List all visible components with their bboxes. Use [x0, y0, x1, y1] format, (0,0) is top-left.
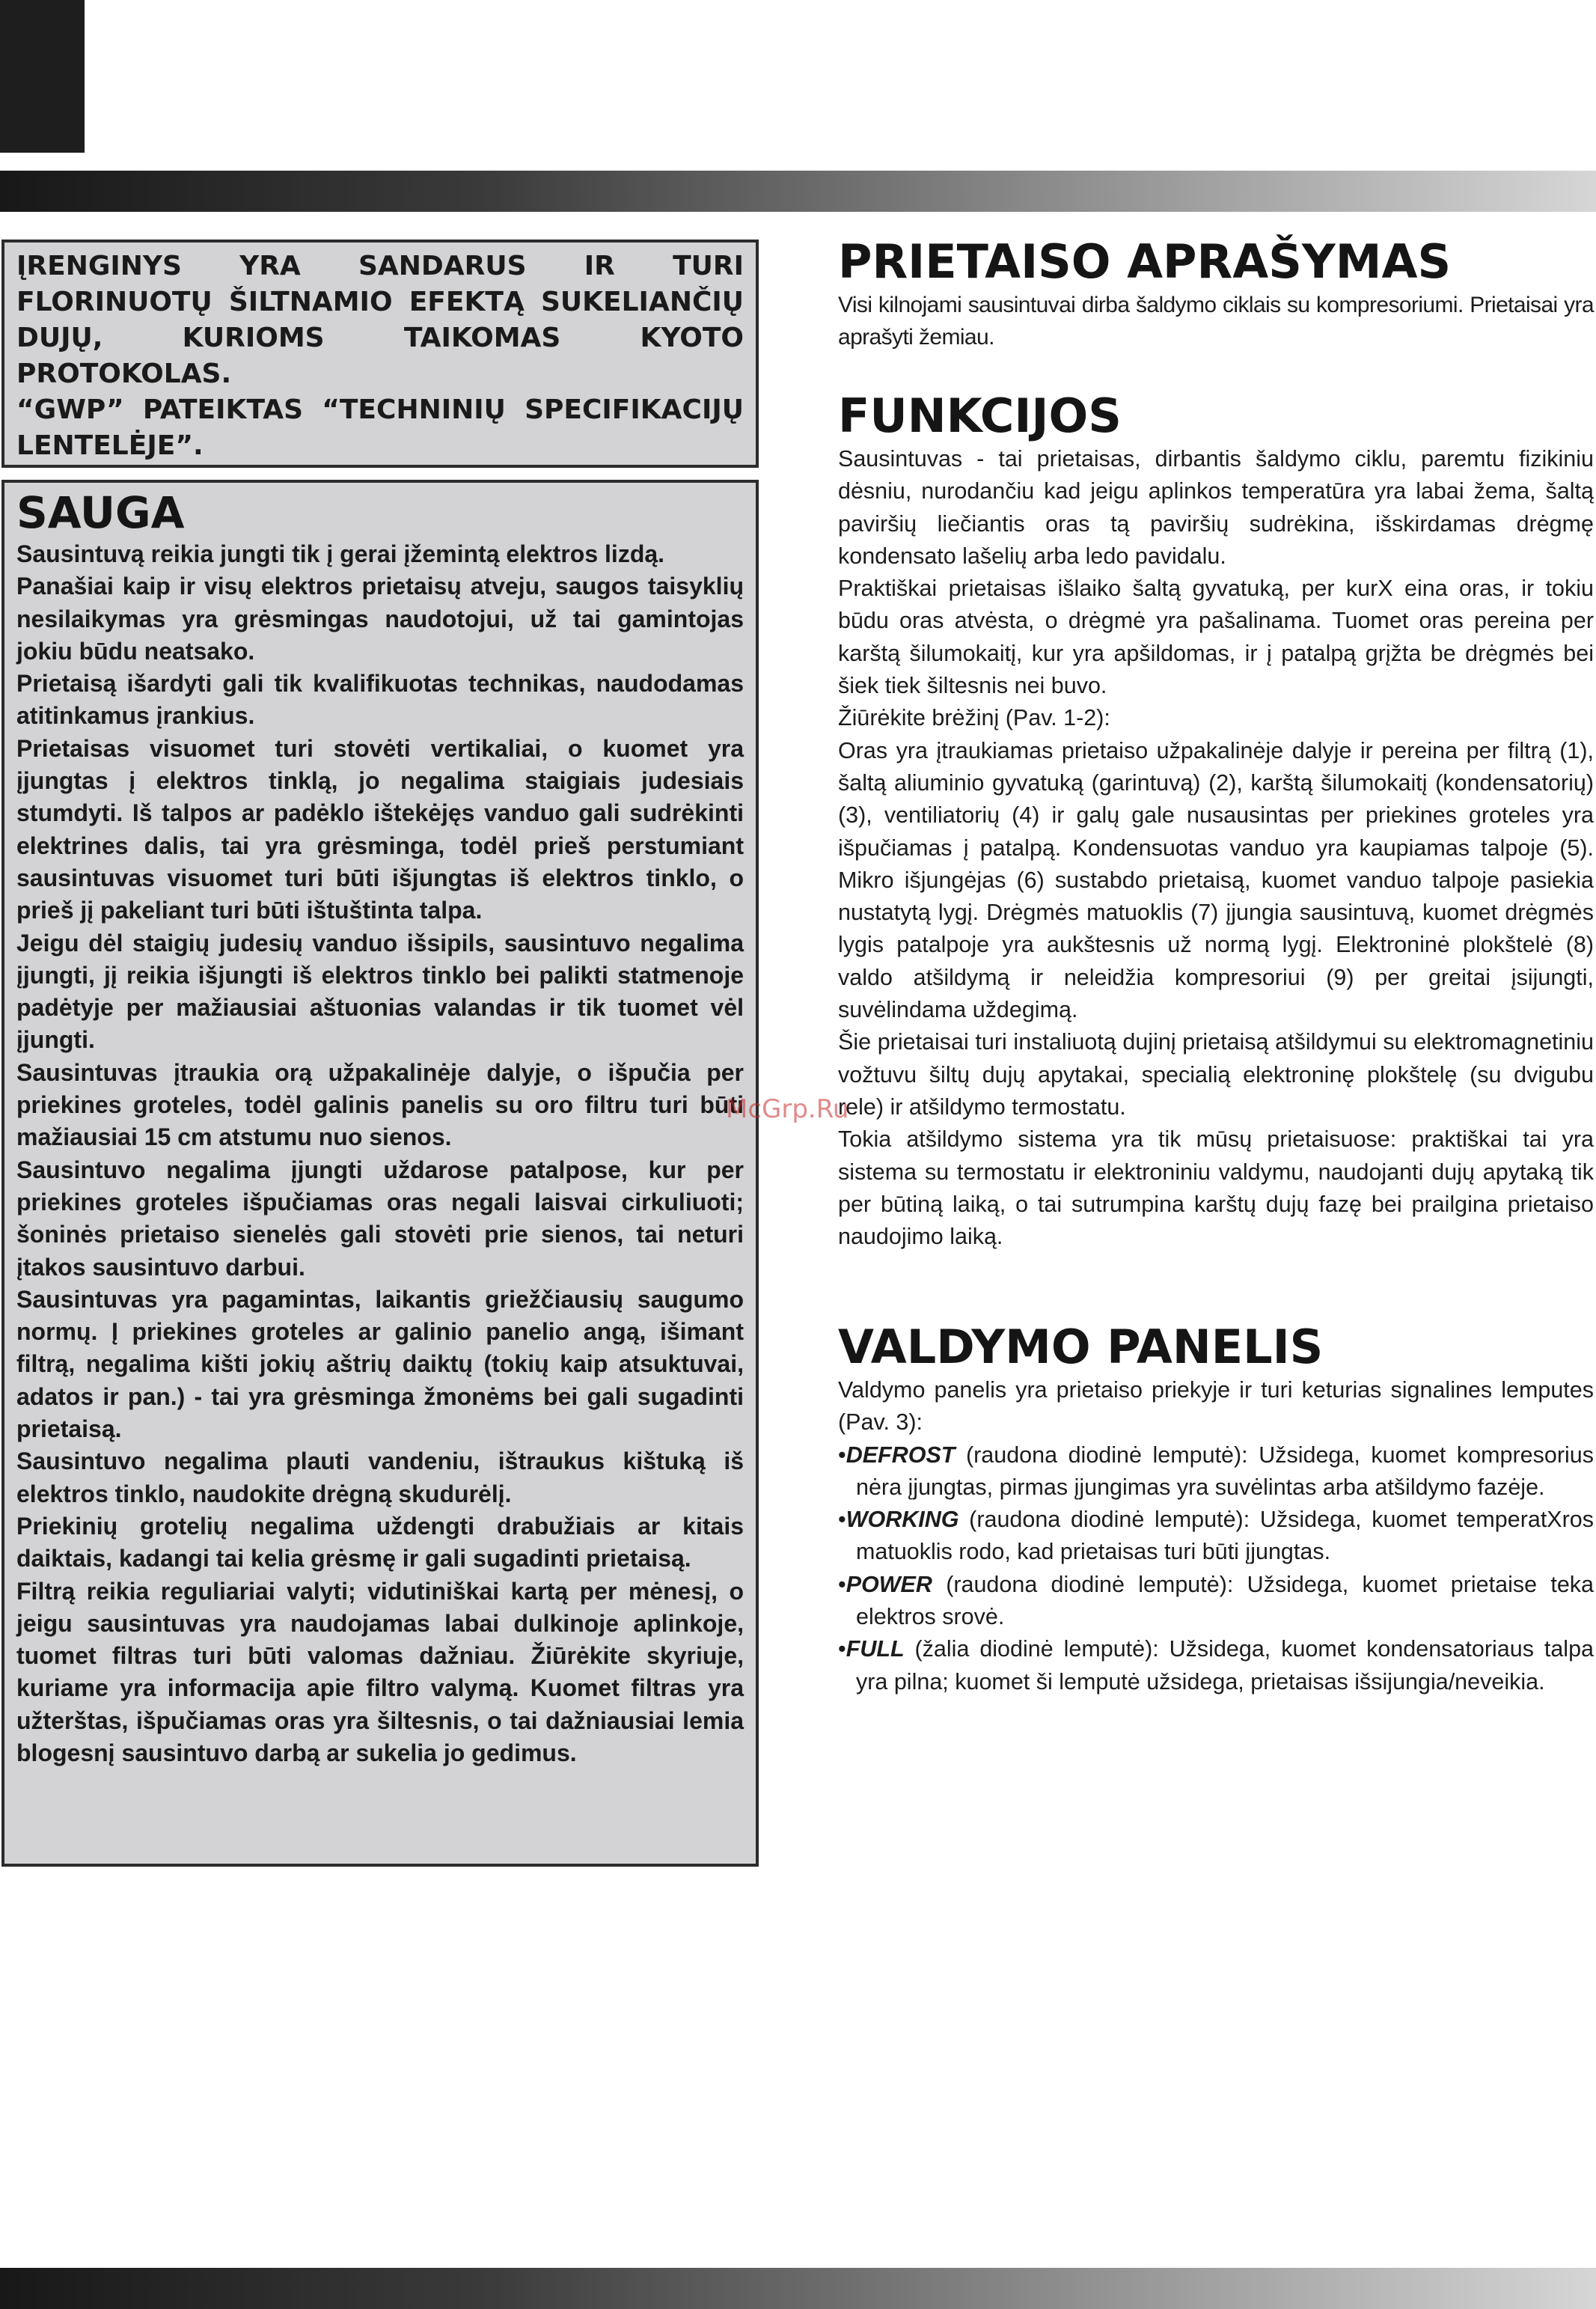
safety-paragraph: Sausintuvo negalima įjungti uždarose patalpose, kur per priekines groteles išpučiamas oras negali laisvai cirkuliuoti; šoninės prietaiso sienelės gali stovėti prie sienos, tai neturi įtakos sausintuvo darbui.	[16, 1156, 744, 1281]
indicator-name: DEFROST	[846, 1442, 956, 1468]
watermark: McGrp.Ru	[726, 1094, 849, 1124]
safety-title: SAUGA	[16, 487, 185, 538]
functions-paragraph: Praktiškai prietaisas išlaiko šaltą gyvatuką, per kurX eina oras, ir tokiu būdu oras atvėsta, o drėgmė yra pašalinama. Tuomet oras pereina per karštą šilumokaitį, kur yra apšildomas, ir į patalpą grįžta be drėgmės bei šiek tiek šiltesnis nei buvo.	[838, 576, 1594, 699]
description-section	[838, 234, 1594, 354]
indicator-working	[838, 1504, 1594, 1569]
safety-paragraph: Sausintuvas įtraukia orą užpakalinėje dalyje, o išpučia per priekines groteles, todėl galinis panelis su oro filtru turi būti mažiausiai 15 cm atstumu nuo sienos.	[16, 1058, 744, 1151]
safety-section	[1, 480, 759, 1867]
bullet: •	[838, 1571, 846, 1597]
safety-paragraph: Filtrą reikia reguliariai valyti; vidutiniškai kartą per mėnesį, o jeigu sausintuvas yra naudojamas labai dulkinoje aplinkoje, tuomet filtras turi būti valomas dažniau. Žiūrėkite skyriuje, kuriame yra informacija apie filtro valymą. Kuomet filtras yra užterštas, išpučiamas oras yra šiltesnis, o tai dažniausiai lemia blogesnį sausintuvo darbą ar sukelia jo gedimus.	[16, 1577, 744, 1766]
safety-paragraph: Priekinių grotelių negalima uždengti drabužiais ar kitais daiktais, kadangi tai kelia grėsmę ir gali sugadinti prietaisą.	[16, 1512, 744, 1573]
functions-paragraph: Žiūrėkite brėžinį (Pav. 1-2):	[838, 705, 1110, 731]
indicator-description: (žalia diodinė lemputė): Užsidega, kuomet kondensatoriaus talpa yra pilna; kuomet ši lemputė užsidega, prietaisas išsijungia/neveikia.	[856, 1636, 1594, 1695]
fluorinated-gas-warning-box	[1, 240, 759, 468]
functions-paragraph: Sausintuvas - tai prietaisas, dirbantis šaldymo ciklu, paremtu fizikiniu dėsniu, nurodančiu kad jeigu aplinkos temperatūra yra labai žema, šaltą paviršių liečiantis oras tą paviršių sudrėkina, išskirdamas drėgmę kondensato lašelių arba ledo pavidalu.	[838, 446, 1594, 569]
bullet: •	[838, 1636, 846, 1662]
description-title: PRIETAISO APRAŠYMAS	[838, 234, 1452, 289]
bullet: •	[838, 1507, 846, 1533]
indicator-name: FULL	[846, 1636, 905, 1662]
warning-line-2: “GWP” PATEIKTAS “TECHNINIŲ SPECIFIKACIJŲ LENTELĖJE”.	[16, 394, 744, 461]
warning-line-1: ĮRENGINYS YRA SANDARUS IR TURI FLORINUOTŲ ŠILTNAMIO EFEKTĄ SUKELIANČIŲ DUJŲ, KURIOMS TAIKOMAS KYOTO PROTOKOLAS.	[16, 251, 744, 389]
safety-paragraph: Panašiai kaip ir visų elektros prietaisų atveju, saugos taisyklių nesilaikymas yra grėsmingas naudotojui, už tai gamintojas jokiu būdu neatsako.	[16, 573, 744, 665]
functions-section	[838, 388, 1594, 1253]
indicator-name: POWER	[846, 1571, 932, 1597]
control-panel-section	[838, 1322, 1594, 1698]
description-text: Visi kilnojami sausintuvai dirba šaldymo ciklais su kompresoriumi. Prietaisai yra aprašyti žemiau.	[838, 293, 1594, 350]
control-panel-title: VALDYMO PANELIS	[838, 1320, 1324, 1374]
functions-paragraph: Šie prietaisai turi instaliuotą dujinį prietaisą atšildymui su elektromagnetiniu vožtuvu šiltų dujų apytakai, specialią elektroninę plokštelę (su dvigubu rele) ir atšildymo termostatu.	[838, 1029, 1594, 1120]
indicator-description: (raudona diodinė lemputė): Užsidega, kuomet prietaise teka elektros srovė.	[856, 1571, 1594, 1630]
safety-paragraph: Prietaisas visuomet turi stovėti vertikaliai, o kuomet yra įjungtas į elektros tinklą, jo negalima staigiais judesiais stumdyti. Iš talpos ar padėklo ištekėjęs vanduo gali sudrėkinti elektrines dalis, tai yra grėsminga, todėl prieš perstumiant sausintuvas visuomet turi būti išjungtas iš elektros tinklo, o prieš jį pakeliant turi būti ištuštinta talpa.	[16, 734, 744, 924]
indicator-full	[838, 1633, 1594, 1698]
indicator-description: (raudona diodinė lemputė): Užsidega, kuomet kompresorius nėra įjungtas, pirmas įjungimas yra suvėlintas arba atšildymo fazėje.	[856, 1442, 1594, 1500]
indicator-power	[838, 1569, 1594, 1634]
functions-paragraph: Oras yra įtraukiamas prietaiso užpakalinėje dalyje ir pereina per filtrą (1), šaltą aliuminio gyvatuką (garintuvą) (2), karštą šilumokaitį (kondensatorių) (3), ventiliatorių (4) ir galų gale nusausintas per priekines groteles yra išpučiamas į patalpą. Kondensuotas vanduo yra kaupiamas talpoje (5). Mikro išjungėjas (6) sustabdo prietaisą, kuomet vanduo talpoje pasiekia nustatytą lygį. Drėgmės matuoklis (7) įjungia sausintuvą, kuomet drėgmės lygis patalpoje yra aukštesnis už normą lygį. Elektroninė plokštelė (8) valdo atšildymą ir neleidžia kompresoriui (9) per greitai įsijungti, suvėlindama uždegimą.	[838, 737, 1594, 1023]
functions-title: FUNKCIJOS	[838, 388, 1122, 443]
safety-paragraph: Sausintuvą reikia jungti tik į gerai įžemintą elektros lizdą.	[16, 540, 665, 567]
safety-paragraph: Jeigu dėl staigių judesių vanduo išsipils, sausintuvo negalima įjungti, jį reikia išjungti iš elektros tinklo bei palikti statmenoje padėtyje per mažiausiai aštuonias valandas ir tik tuomet vėl įjungti.	[16, 929, 744, 1054]
footer-gradient-bar	[0, 2268, 1596, 2309]
functions-paragraph: Tokia atšildymo sistema yra tik mūsų prietaisuose: praktiškai tai yra sistema su termostatu ir elektroniniu valdymu, naudojanti dujų apytaką tik per būtiną laiką, o tai sutrumpina karštų dujų fazę bei prailgina prietaiso naudojimo laiką.	[838, 1126, 1594, 1250]
bullet: •	[838, 1442, 846, 1468]
indicator-description: (raudona diodinė lemputė): Užsidega, kuomet temperatXros matuoklis rodo, kad prietaisas turi būti įjungtas.	[856, 1507, 1594, 1565]
indicator-name: WORKING	[846, 1507, 959, 1533]
control-panel-intro: Valdymo panelis yra prietaiso priekyje ir turi keturias signalines lemputes (Pav. 3):	[838, 1377, 1594, 1436]
indicator-defrost	[838, 1439, 1594, 1504]
corner-block	[0, 0, 85, 153]
header-gradient-bar	[0, 171, 1596, 212]
safety-paragraph: Sausintuvo negalima plauti vandeniu, ištraukus kištuką iš elektros tinklo, naudokite drėgną skudurėlį.	[16, 1448, 744, 1507]
safety-paragraph: Sausintuvas yra pagamintas, laikantis griežčiausių saugumo normų. Į priekines groteles ar galinio panelio angą, išimant filtrą, negalima kišti jokių aštrių daiktų (tokių kaip atsuktuvai, adatos ir pan.) - tai yra grėsminga žmonėms bei gali sugadinti prietaisą.	[16, 1285, 744, 1443]
safety-paragraph: Prietaisą išardyti gali tik kvalifikuotas technikas, naudodamas atitinkamus įrankius.	[16, 670, 744, 730]
